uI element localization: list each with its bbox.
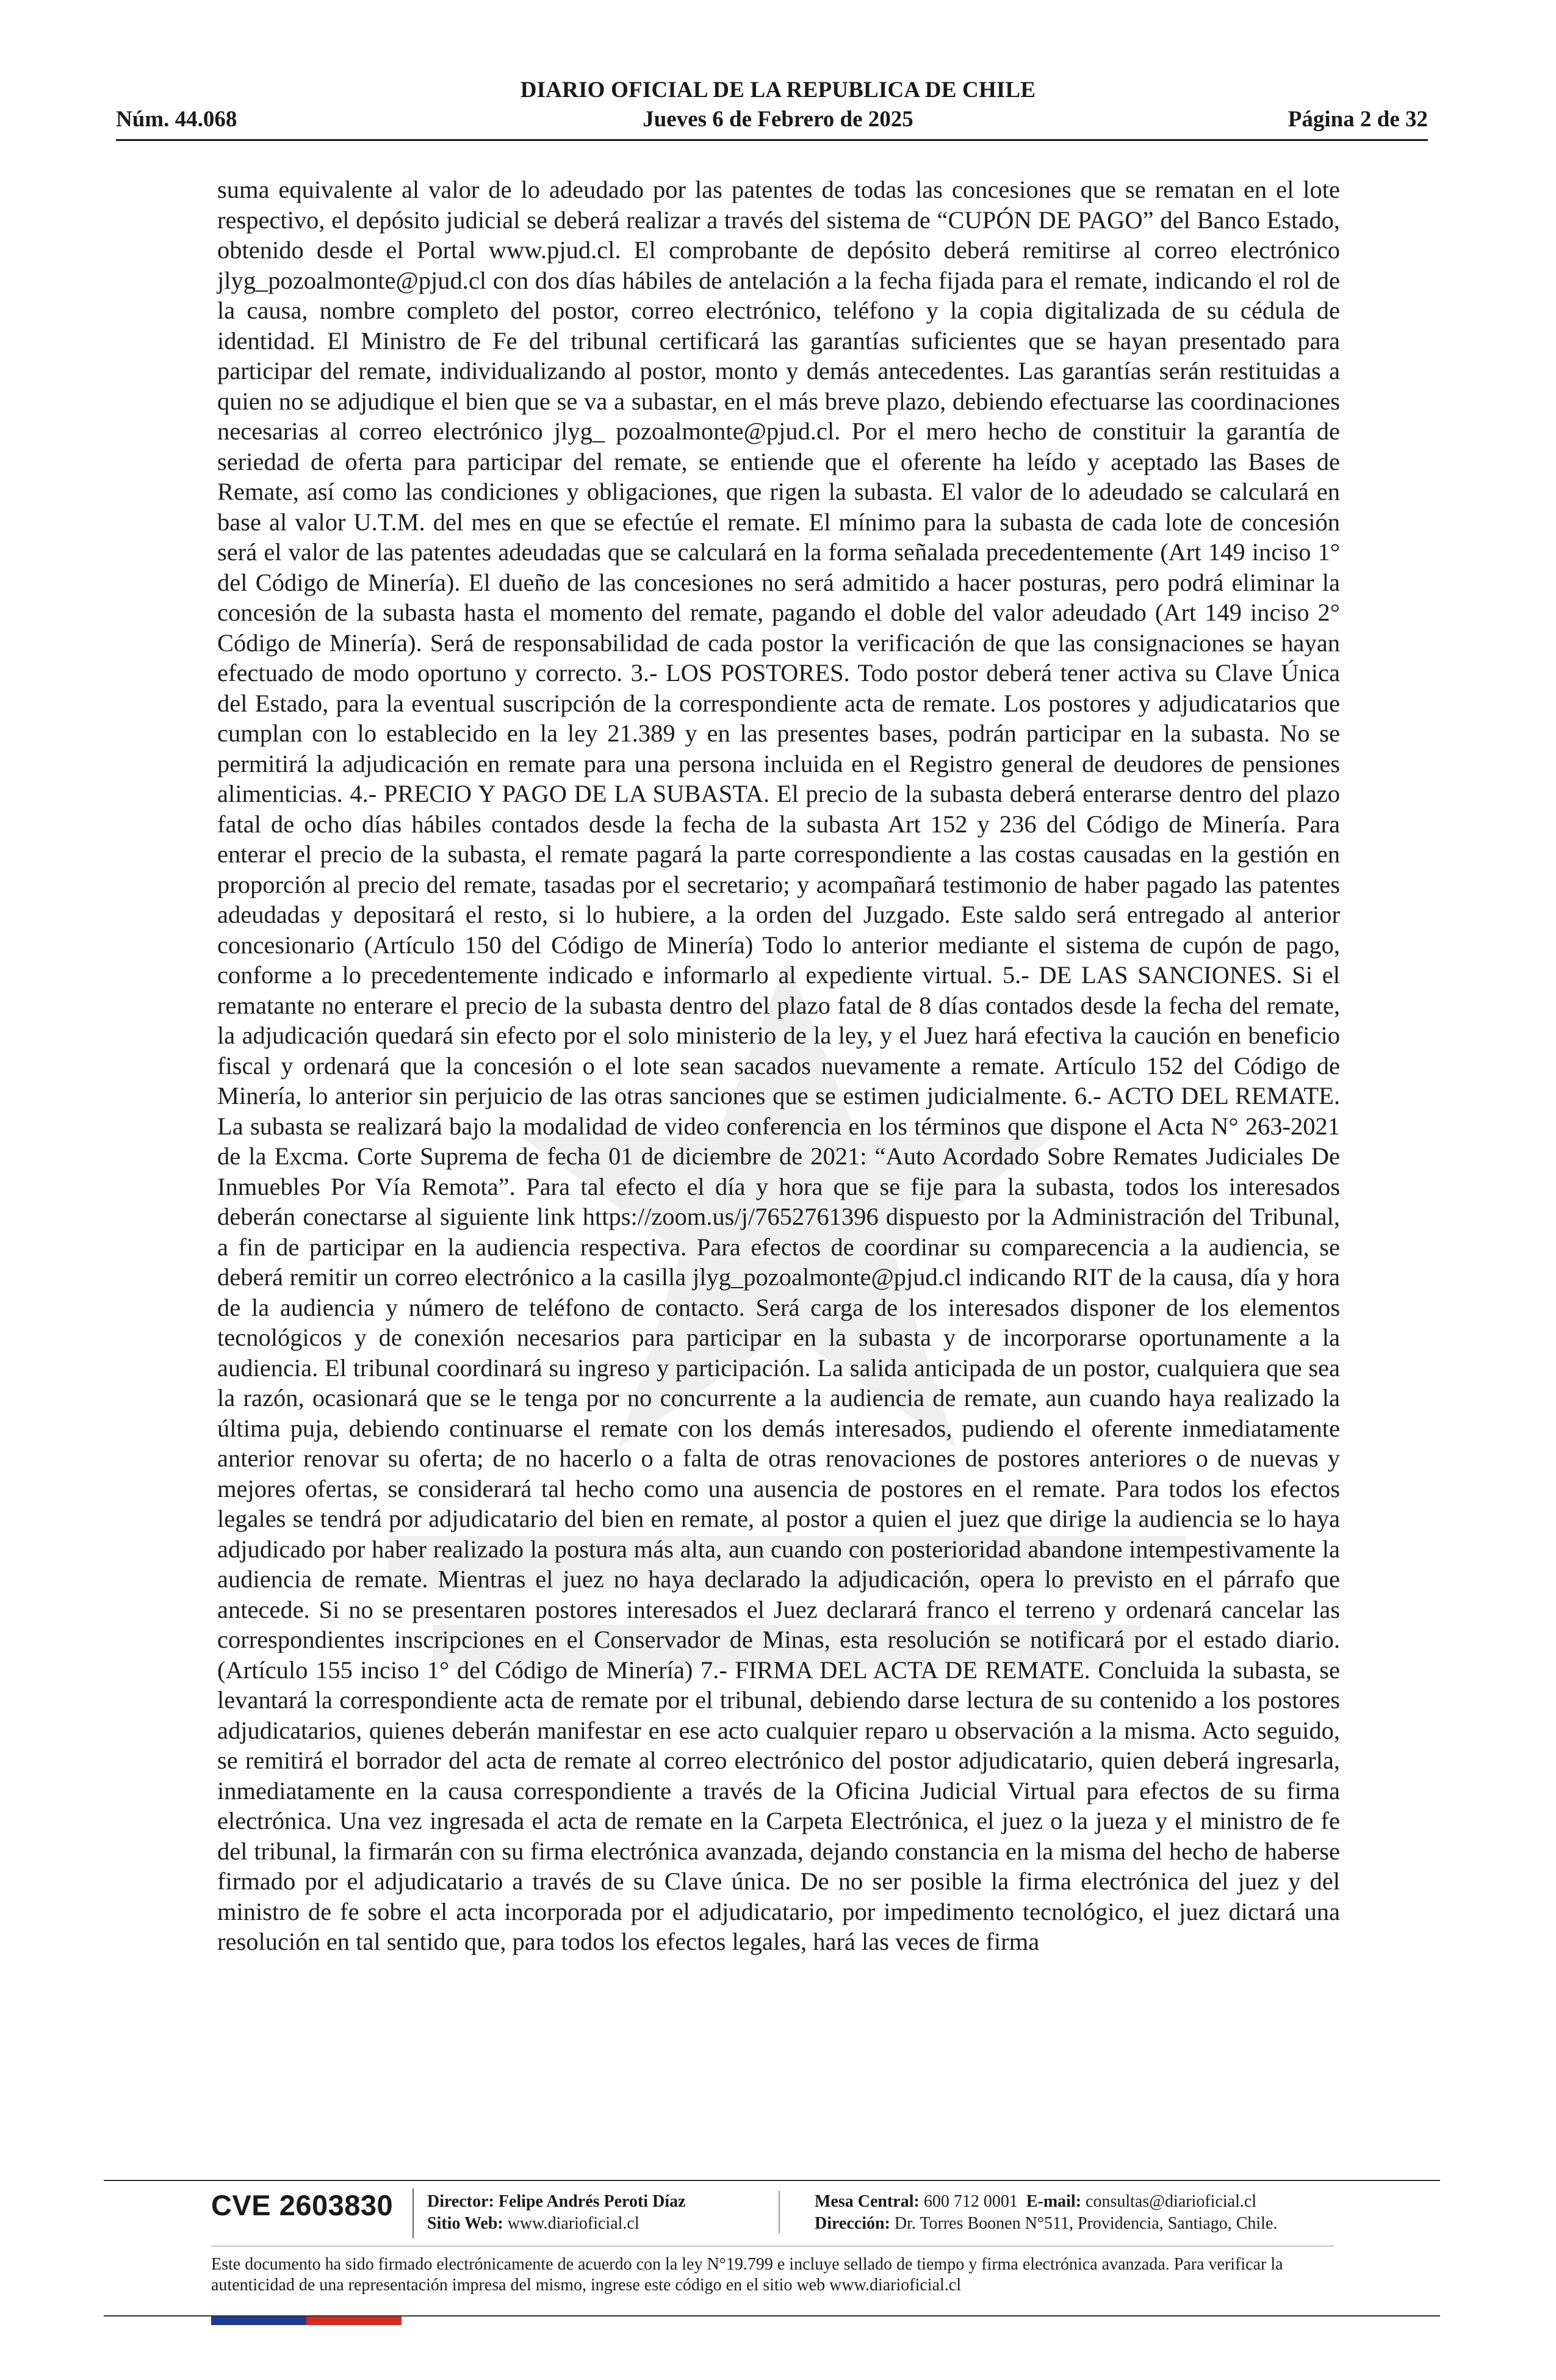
website-link[interactable]: www.diarioficial.cl xyxy=(507,2214,639,2233)
phone-number: 600 712 0001 xyxy=(923,2192,1018,2211)
document-body xyxy=(217,175,1340,1957)
cve-code: CVE 2603830 xyxy=(211,2189,394,2221)
address-value: Dr. Torres Boonen N°511, Providencia, Santiago, Chile. xyxy=(894,2214,1278,2233)
footer-publisher-info xyxy=(427,2191,686,2235)
issue-date: Jueves 6 de Febrero de 2025 xyxy=(643,107,913,132)
flag-stripe-red xyxy=(306,2317,402,2325)
address-line xyxy=(815,2213,1277,2235)
phone-label: Mesa Central: xyxy=(815,2192,920,2211)
footer-divider-top xyxy=(104,2180,1440,2181)
publication-title: DIARIO OFICIAL DE LA REPUBLICA DE CHILE xyxy=(520,78,1036,103)
contact-line xyxy=(815,2191,1277,2213)
director-label: Director: xyxy=(427,2192,494,2211)
website-line xyxy=(427,2213,686,2235)
director-name: Felipe Andrés Peroti Díaz xyxy=(498,2192,686,2211)
flag-stripe-blue xyxy=(211,2317,306,2325)
website-label: Sitio Web: xyxy=(427,2214,503,2233)
director-line xyxy=(427,2191,686,2213)
footer-contact-info xyxy=(815,2191,1277,2235)
header-divider xyxy=(116,139,1428,141)
issue-number: Núm. 44.068 xyxy=(116,107,237,132)
email-link[interactable]: consultas@diarioficial.cl xyxy=(1086,2192,1257,2211)
footer-column-divider xyxy=(779,2191,780,2234)
cve-divider xyxy=(412,2188,414,2238)
body-paragraph: suma equivalente al valor de lo adeudado por las patentes de todas las concesiones que se rematan en el lote respectivo, el depósito judicial se deberá realizar a través del sistema de “CUPÓN DE PAGO” del Banco Estado, obtenido desde el Portal www.pjud.cl. El comprobante de depósito deberá remitirse al correo electrónico jlyg_pozoalmonte@pjud.cl con dos días hábiles de antelación a la fecha fijada para el remate, indicando el rol de la causa, nombre completo del postor, correo electrónico, teléfono y la copia digitalizada de su cédula de identidad. El Ministro de Fe del tribunal certificará las garantías suficientes que se hayan presentado para participar del remate, individualizando al postor, monto y demás antecedentes. Las garantías serán restituidas a quien no se adjudique el bien que se va a subastar, en el más breve plazo, debiendo efectuarse las coordinaciones necesarias al correo electrónico jlyg_ pozoalmonte@pjud.cl. Por el mero hecho de constituir la garantía de seriedad de oferta para participar del remate, se entiende que el oferente ha leído y aceptado las Bases de Remate, así como las condiciones y obligaciones, que rigen la subasta. El valor de lo adeudado se calculará en base al valor U.T.M. del mes en que se efectúe el remate. El mínimo para la subasta de cada lote de concesión será el valor de las patentes adeudadas que se calculará en la forma señalada precedentemente (Art 149 inciso 1° del Código de Minería). El dueño de las concesiones no será admitido a hacer posturas, pero podrá eliminar la concesión de la subasta hasta el momento del remate, pagando el doble del valor adeudado (Art 149 inciso 2° Código de Minería). Será de responsabilidad de cada postor la verificación de que las consignaciones se hayan efectuado de modo oportuno y correcto. 3.- LOS POSTORES. Todo postor deberá tener activa su Clave Única del Estado, para la eventual suscripción de la correspondiente acta de remate. Los postores y adjudicatarios que cumplan con lo establecido en la ley 21.389 y en las presentes bases, podrán participar en la subasta. No se permitirá la adjudicación en remate para una persona incluida en el Registro general de deudores de pensiones alimenticias. 4.- PRECIO Y PAGO DE LA SUBASTA. El precio de la subasta deberá enterarse dentro del plazo fatal de ocho días hábiles contados desde la fecha de la subasta Art 152 y 236 del Código de Minería. Para enterar el precio de la subasta, el remate pagará la parte correspondiente a las costas causadas en la gestión en proporción al precio del remate, tasadas por el secretario; y acompañará testimonio de haber pagado las patentes adeudadas y depositará el resto, si lo hubiere, a la orden del Juzgado. Este saldo será entregado al anterior concesionario (Artículo 150 del Código de Minería) Todo lo anterior mediante el sistema de cupón de pago, conforme a lo precedentemente indicado e informarlo al expediente virtual. 5.- DE LAS SANCIONES. Si el rematante no enterare el precio de la subasta dentro del plazo fatal de 8 días contados desde la fecha del remate, la adjudicación quedará sin efecto por el solo ministerio de la ley, y el Juez hará efectiva la caución en beneficio fiscal y ordenará que la concesión o el lote sean sacados nuevamente a remate. Artículo 152 del Código de Minería, lo anterior sin perjuicio de las otras sanciones que se estimen judicialmente. 6.- ACTO DEL REMATE. La subasta se realizará bajo la modalidad de video conferencia en los términos que dispone el Acta N° 263-2021 de la Excma. Corte Suprema de fecha 01 de diciembre de 2021: “Auto Acordado Sobre Remates Judiciales De Inmuebles Por Vía Remota”. Para tal efecto el día y hora que se fije para la subasta, todos los interesados deberán conectarse al siguiente link https://zoom.us/j/7652761396 dispuesto por la Administración del Tribunal, a fin de participar en la audiencia respectiva. Para efectos de coordinar su comparecencia a la audiencia, se deberá remitir un correo electrónico a la casilla jlyg_pozoalmonte@pjud.cl indicando RIT de la causa, día y hora de la audiencia y número de teléfono de contacto. Será carga de los interesados disponer de los elementos tecnológicos y de conexión necesarios para participar en la subasta y de incorporarse oportunamente a la audiencia. El tribunal coordinará su ingreso y participación. La salida anticipada de un postor, cualquiera que sea la razón, ocasionará que se le tenga por no concurrente a la audiencia de remate, aun cuando haya realizado la última puja, debiendo continuarse el remate con los demás interesados, pudiendo el oferente inmediatamente anterior renovar su oferta; de no hacerlo o a falta de otras renovaciones de postores anteriores o de nuevas y mejores ofertas, se considerará tal hecho como una ausencia de postores en el remate. Para todos los efectos legales se tendrá por adjudicatario del bien en remate, al postor a quien el juez que dirige la audiencia se lo haya adjudicado por haber realizado la postura más alta, aun cuando con posterioridad abandone intempestivamente la audiencia de remate. Mientras el juez no haya declarado la adjudicación, opera lo previsto en el párrafo que antecede. Si no se presentaren postores interesados el Juez declarará franco el terreno y ordenará cancelar las correspondientes inscripciones en el Conservador de Minas, esta resolución se notificará por el estado diario. (Artículo 155 inciso 1° del Código de Minería) 7.- FIRMA DEL ACTA DE REMATE. Concluida la subasta, se levantará la correspondiente acta de remate por el tribunal, debiendo darse lectura de su contenido a los postores adjudicatarios, quienes deberán manifestar en ese acto cualquier reparo u observación a la misma. Acto seguido, se remitirá el borrador del acta de remate al correo electrónico del postor adjudicatario, quien deberá ingresarla, inmediatamente en la causa correspondiente a través de la Oficina Judicial Virtual para efectos de su firma electrónica. Una vez ingresada el acta de remate en la Carpeta Electrónica, el juez o la jueza y el ministro de fe del tribunal, la firmarán con su firma electrónica avanzada, dejando constancia en la misma del hecho de haberse firmado por el adjudicatario a través de su Clave única. De no ser posible la firma electrónica del juez y del ministro de fe sobre el acta incorporada por el adjudicatario, por impedimento tecnológico, el juez dictará una resolución en tal sentido que, para todos los efectos legales, hará las veces de firma xyxy=(217,176,1340,1955)
page-indicator: Página 2 de 32 xyxy=(1288,107,1428,132)
email-label: E-mail: xyxy=(1026,2192,1082,2211)
address-label: Dirección: xyxy=(815,2214,890,2233)
legal-notice: Este documento ha sido firmado electrónicamente de acuerdo con la ley N°19.799 e incluye sellado de tiempo y firma electrónica avanzada. Para verificar la autenticidad de una representación impresa del mismo, ingrese este código en el sitio web www.diarioficial.cl xyxy=(211,2255,1283,2295)
